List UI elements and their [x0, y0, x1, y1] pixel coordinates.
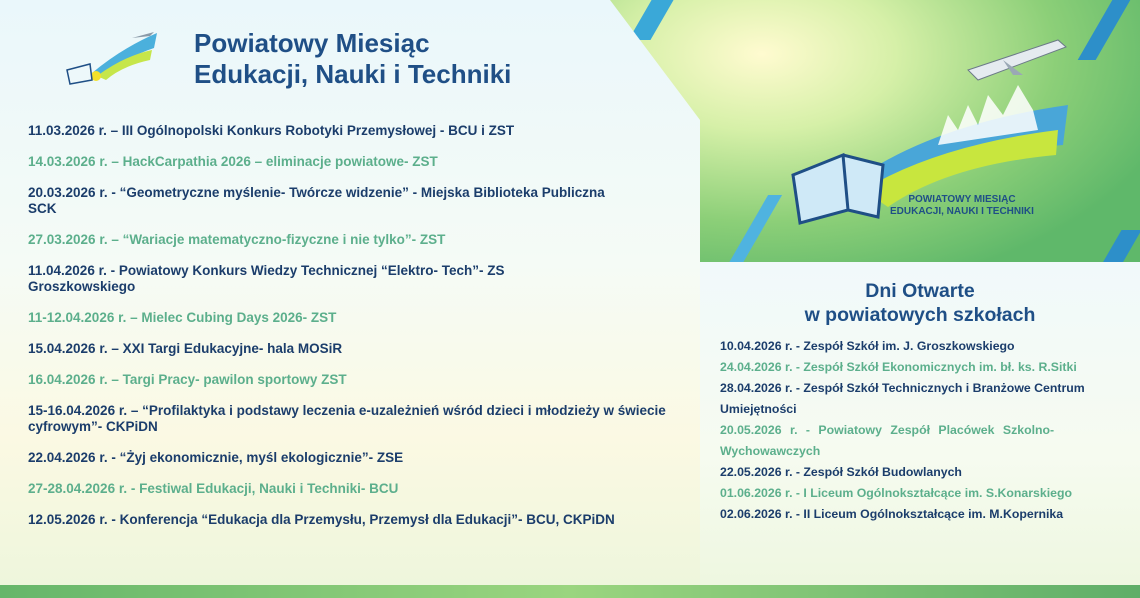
logo-caption: [890, 194, 1034, 218]
event-item: 11-12.04.2026 r. – Mielec Cubing Days 2026- ZST: [28, 310, 337, 325]
open-day-item: 24.04.2026 r. - Zespół Szkół Ekonomicznych im. bł. ks. R.Sitki: [720, 360, 1077, 374]
event-item: 14.03.2026 r. – HackCarpathia 2026 – eliminacje powiatowe- ZST: [28, 154, 438, 169]
events-list: [28, 123, 688, 528]
open-days-title-line-1: Dni Otwarte: [865, 280, 975, 302]
open-day-item: 28.04.2026 r. - Zespół Szkół Technicznych i Branżowe Centrum Umiejętności: [720, 381, 1085, 416]
open-day-item: 20.05.2026 r. - Powiatowy Zespół Placówek Szkolno-Wychowawczych: [720, 423, 1055, 458]
event-item: 22.04.2026 r. - “Żyj ekonomicznie, myśl ekologicznie”- ZSE: [28, 450, 404, 465]
open-day-item: 02.06.2026 r. - II Liceum Ogólnokształcące im. M.Kopernika: [720, 507, 1064, 521]
title-line-1: Powiatowy Miesiąc: [194, 28, 430, 58]
event-item: 12.05.2026 r. - Konferencja “Edukacja dla Przemysłu, Przemysł dla Edukacji”- BCU, CKPiDN: [28, 512, 615, 527]
event-item: 20.03.2026 r. - “Geometryczne myślenie- Twórcze widzenie” - Miejska Biblioteka Publiczna SCK: [28, 185, 605, 216]
open-day-item: 01.06.2026 r. - I Liceum Ogólnokształcące im. S.Konarskiego: [720, 486, 1072, 500]
title-line-2: Edukacji, Nauki i Techniki: [194, 59, 512, 89]
open-days-list: [720, 336, 1135, 525]
event-item: 15-16.04.2026 r. – “Profilaktyka i podstawy leczenia e-uzależnień wśród dzieci i młodzieży w świecie cyfrowym”- CKPiDN: [28, 403, 666, 434]
logo-line-1: POWIATOWY MIESIĄC: [908, 194, 1016, 205]
event-logo-small: [62, 28, 162, 90]
open-day-item: 10.04.2026 r. - Zespół Szkół im. J. Groszkowskiego: [720, 339, 1015, 353]
event-item: 27.03.2026 r. – “Wariacje matematyczno-fizyczne i nie tylko”- ZST: [28, 232, 446, 247]
event-item: 27-28.04.2026 r. - Festiwal Edukacji, Nauki i Techniki- BCU: [28, 481, 399, 496]
event-item: 16.04.2026 r. – Targi Pracy- pawilon sportowy ZST: [28, 372, 347, 387]
event-item: 11.03.2026 r. – III Ogólnopolski Konkurs Robotyki Przemysłowej - BCU i ZST: [28, 123, 515, 138]
open-days-title: [730, 279, 1110, 327]
logo-line-2: EDUKACJI, NAUKI I TECHNIKI: [890, 206, 1034, 217]
page-title: [194, 28, 511, 90]
bottom-strip: [0, 585, 1140, 598]
event-item: 11.04.2026 r. - Powiatowy Konkurs Wiedzy Technicznej “Elektro- Tech”- ZS Groszkowskiego: [28, 263, 505, 294]
open-days-title-line-2: w powiatowych szkołach: [804, 304, 1036, 326]
open-day-item: 22.05.2026 r. - Zespół Szkół Budowlanych: [720, 465, 962, 479]
event-item: 15.04.2026 r. – XXI Targi Edukacyjne- hala MOSiR: [28, 341, 343, 356]
